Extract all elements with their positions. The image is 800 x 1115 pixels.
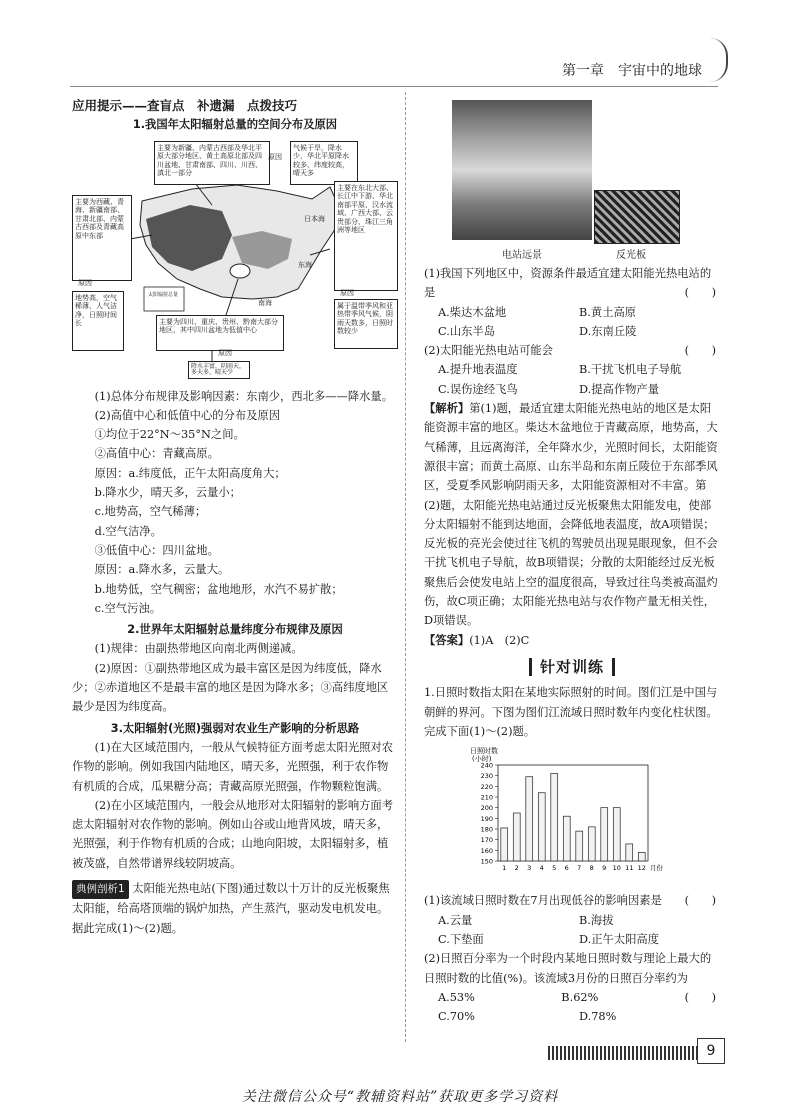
section-1-line: c.地势高，空气稀薄；: [94, 505, 207, 519]
section-1-line: 原因：a.纬度低，正午太阳高度角大；: [94, 466, 286, 480]
q2-options-row: [424, 380, 720, 399]
banner-text: 针对训练: [529, 658, 615, 676]
tq2-options-row: [424, 988, 685, 1007]
question-2: [424, 341, 720, 360]
footer-note: 关注微信公众号“教辅资料站”获取更多学习资料: [241, 1089, 559, 1105]
option: C.误伤途经飞鸟: [438, 382, 518, 396]
option: D.东南丘陵: [579, 324, 637, 338]
header-arc-decoration: [710, 38, 728, 82]
map-box-southeast: 属于温带季风和亚热带季风气候，阴雨天数多，日照时数较少: [334, 299, 398, 349]
training-sub-q2-text: (2)日照百分率为一个时段内某地日照时数与理论上最大的日照时数的比值(%)。该流域3月份的日照百分率约为: [424, 952, 712, 985]
x-tick-label: 3: [527, 864, 532, 873]
bar-month-4: [538, 793, 545, 861]
answer-blank: ( ): [684, 990, 716, 1004]
bar-month-12: [638, 853, 645, 862]
y-tick-label: 230: [480, 772, 493, 781]
analysis-text: 第(1)题，最适宜建太阳能光热电站的地区是太阳能资源丰富的地区。柴达木盆地位于青藏高原，地势高，大气稀薄，且远离海洋，全年降水少，光照时间长，太阳能资源很丰富；而黄土高原、山东半岛和东南丘陵位于东部季风区，受夏季风影响阴雨天多，太阳能资源相对不丰富。第(2)题，太阳能光热电站通过反光板聚焦太阳能发电，使部分太阳辐射不能到达地面，会降低地表温度，故A项错误；反光板的亮光会使过往飞机的驾驶员出现晃眼现象，但不会干扰飞机电子导航，故B项错误；分散的太阳能经过反光板聚焦后会使发电站上空的温度很高，导致过往鸟类被高温灼伤，故C项正确；太阳能光热电站与农作物产量无相关性，D项错误。: [424, 402, 718, 628]
option: B.干扰飞机电子导航: [579, 363, 682, 377]
section-1-line: ③低值中心：四川盆地。: [94, 543, 219, 557]
tq1-options-row: [424, 930, 720, 949]
map-box-bottom: 降水丰富，阴雨天，多天多，晴天少: [188, 361, 250, 379]
bar-month-7: [576, 831, 583, 861]
training-question-1: 1.日照时数指太阳在某地实际照射的时间。图们江是中国与朝鲜的界河。下图为图们江流域日照时数年内变化柱状图。完成下面(1)～(2)题。: [424, 686, 718, 738]
station-distant-view-image: [452, 100, 592, 240]
map-box-west: 主要为西藏、青海、新疆南部、甘肃北部、内蒙古西部及青藏高原中东部: [72, 195, 132, 281]
option: D.正午太阳高度: [579, 933, 660, 947]
option: C.下垫面: [438, 933, 484, 947]
answer-blank: ( ): [684, 894, 716, 908]
bar-month-11: [626, 844, 633, 861]
section-1-line: d.空气洁净。: [94, 524, 162, 538]
map-cause-label: 原因: [78, 278, 92, 287]
practice-banner: [424, 658, 720, 677]
bar-month-1: [501, 828, 508, 861]
y-tick-label: 160: [480, 846, 493, 855]
section-1-lines: [72, 387, 398, 619]
analysis-paragraph: [424, 399, 720, 631]
option: B.62%: [561, 990, 599, 1004]
option: B.海拔: [579, 913, 614, 927]
analysis-label: 【解析】: [424, 402, 470, 416]
question-1: [424, 264, 720, 303]
x-tick-label: 10: [612, 864, 621, 873]
left-column: [72, 96, 398, 938]
map-box-northeast: 气候干旱，降水少，华北平原降水较多，纬度较高，晴天多: [290, 141, 358, 185]
section-1-title: 1.我国年太阳辐射总量的空间分布及原因: [132, 118, 338, 132]
tq2-options-row: [424, 1007, 720, 1026]
sunshine-bar-chart: [464, 745, 664, 879]
question-2-text: (2)太阳能光热电站可能会: [424, 344, 553, 358]
option: D.78%: [579, 1010, 617, 1024]
china-radiation-map: [72, 139, 398, 375]
answer-text: (1)A (2)C: [469, 633, 530, 647]
map-box-southwest: 地势高，空气稀薄，人气洁净，日照时间长: [72, 291, 124, 351]
bar-month-10: [613, 808, 620, 861]
page-number-bar: [548, 1046, 716, 1060]
page-number: 9: [697, 1038, 725, 1064]
section-1-line: ①均位于22°N～35°N之间。: [94, 428, 245, 442]
map-box-north: 主要为新疆、内蒙古西部及华北平原大部分地区、黄土高原北部及四川盆地、甘肃南部、四川、川西、滇北一部分: [154, 141, 270, 185]
map-box-east: 主要在东北大部、长江中下游、华北南部平原、汉水流域、广西大部、云贵部分、珠江三角洲等地区: [334, 181, 398, 291]
option: C.山东半岛: [438, 324, 496, 338]
option: B.黄土高原: [579, 305, 637, 319]
x-tick-label: 7: [577, 864, 582, 873]
training-sub-q1-text: (1)该流域日照时数在7月出现低谷的影响因素是: [424, 894, 662, 908]
label-south-sea: 南海: [258, 298, 272, 307]
chart-x-label: 月份: [650, 864, 663, 873]
option: A.柴达木盆地: [438, 305, 507, 319]
q1-options-row: [424, 303, 720, 322]
section-1-line: b.地势低，空气稠密；盆地地形，水汽不易扩散；: [94, 582, 343, 596]
section-1-line: (2)高值中心和低值中心的分布及原因: [94, 408, 281, 422]
q1-options-row: [424, 322, 720, 341]
bar-month-2: [513, 813, 520, 861]
x-tick-label: 12: [637, 864, 646, 873]
bar-month-6: [563, 816, 570, 861]
map-cause-label: 原因: [340, 288, 354, 297]
example-paragraph: [72, 879, 398, 938]
y-tick-label: 220: [480, 782, 493, 791]
example-tag: 典例剖析1: [72, 880, 129, 899]
column-divider: [405, 92, 406, 1042]
y-tick-label: 200: [480, 804, 493, 813]
training-sub-q1: [424, 891, 720, 910]
y-tick-label: 190: [480, 814, 493, 823]
map-cause-label: 原因: [218, 348, 232, 357]
photo-label-left: 电站远景: [502, 250, 542, 261]
section-1-line: c.空气污浊。: [94, 601, 161, 615]
y-tick-label: 210: [480, 793, 493, 802]
answer-paragraph: [424, 631, 720, 650]
section-3-line: (2)在小区域范围内，一般会从地形对太阳辐射的影响方面考虑太阳辐射对农作物的影响。例如山谷或山地背风坡，晴天多，光照强，利于作物有机质的合成；山地向阳坡，太阳辐射多，植被茂盛，自然带谱界线较阴坡高。: [72, 798, 394, 870]
section-2-line: (1)规律：由副热带地区向南北两侧递减。: [94, 642, 303, 656]
reflector-panel-image: [594, 190, 680, 244]
section-3-title: 3.太阳辐射(光照)强弱对农业生产影响的分析思路: [110, 721, 360, 735]
section-heading: 应用提示——查盲点 补遗漏 点拨技巧: [72, 98, 298, 113]
bar-month-8: [588, 827, 595, 861]
power-station-photo: [424, 96, 720, 264]
answer-blank: ( ): [684, 286, 716, 300]
x-tick-label: 8: [589, 864, 594, 873]
label-japan-sea: 日本海: [304, 214, 325, 223]
chapter-header: 第一章 宇宙中的地球: [562, 63, 702, 79]
y-tick-label: 180: [480, 825, 493, 834]
option: A.云量: [438, 913, 473, 927]
section-1-line: b.降水少，晴天多，云量小；: [94, 486, 241, 500]
chart-y-unit: (小时): [472, 755, 492, 764]
label-east-sea: 东海: [298, 260, 312, 269]
question-1-text: (1)我国下列地区中，资源条件最适宜建太阳能光热电站的是: [424, 267, 712, 300]
chart-y-label: 日照时数: [470, 747, 498, 756]
answer-blank: ( ): [684, 344, 716, 358]
answer-label: 【答案】: [424, 633, 470, 647]
section-1-line: 原因：a.降水多，云量大。: [94, 563, 230, 577]
legend-title: 太阳辐射总量: [148, 291, 179, 298]
bar-month-9: [601, 808, 608, 861]
x-tick-label: 2: [514, 864, 519, 873]
header-rule: [70, 86, 718, 87]
sichuan-low-center: [230, 264, 250, 278]
map-box-south: 主要为四川、重庆、贵州、黔南大部分地区，其中四川盆地为低值中心: [156, 315, 284, 351]
option: C.70%: [438, 1010, 475, 1024]
bar-month-5: [551, 774, 558, 861]
section-1-line: (1)总体分布规律及影响因素：东南少，西北多——降水量。: [94, 389, 394, 403]
right-column: [424, 96, 720, 1027]
map-cause-label: 原因: [268, 152, 282, 161]
x-tick-label: 4: [539, 864, 544, 873]
section-2-title: 2.世界年太阳辐射总量纬度分布规律及原因: [127, 623, 343, 637]
section-3-line: (1)在大区域范围内，一般从气候特征方面考虑太阳光照对农作物的影响。例如我国内陆地区，晴天多，光照强，利于农作物有机质的合成，瓜果糖分高；青藏高原光照强，作物颗粒饱满。: [72, 740, 394, 793]
y-tick-label: 170: [480, 836, 493, 845]
option: A.53%: [438, 990, 475, 1004]
option: A.提升地表温度: [438, 363, 518, 377]
bar-month-3: [526, 777, 533, 861]
x-tick-label: 1: [502, 864, 507, 873]
photo-label-right: 反光板: [616, 250, 646, 261]
x-tick-label: 6: [564, 864, 569, 873]
tq1-options-row: [424, 911, 720, 930]
x-tick-label: 5: [552, 864, 557, 873]
q2-options-row: [424, 360, 720, 379]
section-1-line: ②高值中心：青藏高原。: [94, 447, 219, 461]
example-text: 太阳能光热电站(下图)通过数以十万计的反光板聚焦太阳能，给高塔顶端的锅炉加热，产生蒸汽，驱动发电机发电。据此完成(1)～(2)题。: [72, 882, 390, 935]
x-tick-label: 9: [602, 864, 607, 873]
option: D.提高作物产量: [579, 382, 660, 396]
x-tick-label: 11: [625, 864, 634, 873]
y-tick-label: 240: [480, 761, 493, 770]
y-tick-label: 150: [480, 857, 493, 866]
section-2-line: (2)原因：①副热带地区成为最丰富区是因为纬度低，降水少；②赤道地区不是最丰富的地区是因为降水多；③高纬度地区最少是因为纬度高。: [72, 661, 389, 714]
